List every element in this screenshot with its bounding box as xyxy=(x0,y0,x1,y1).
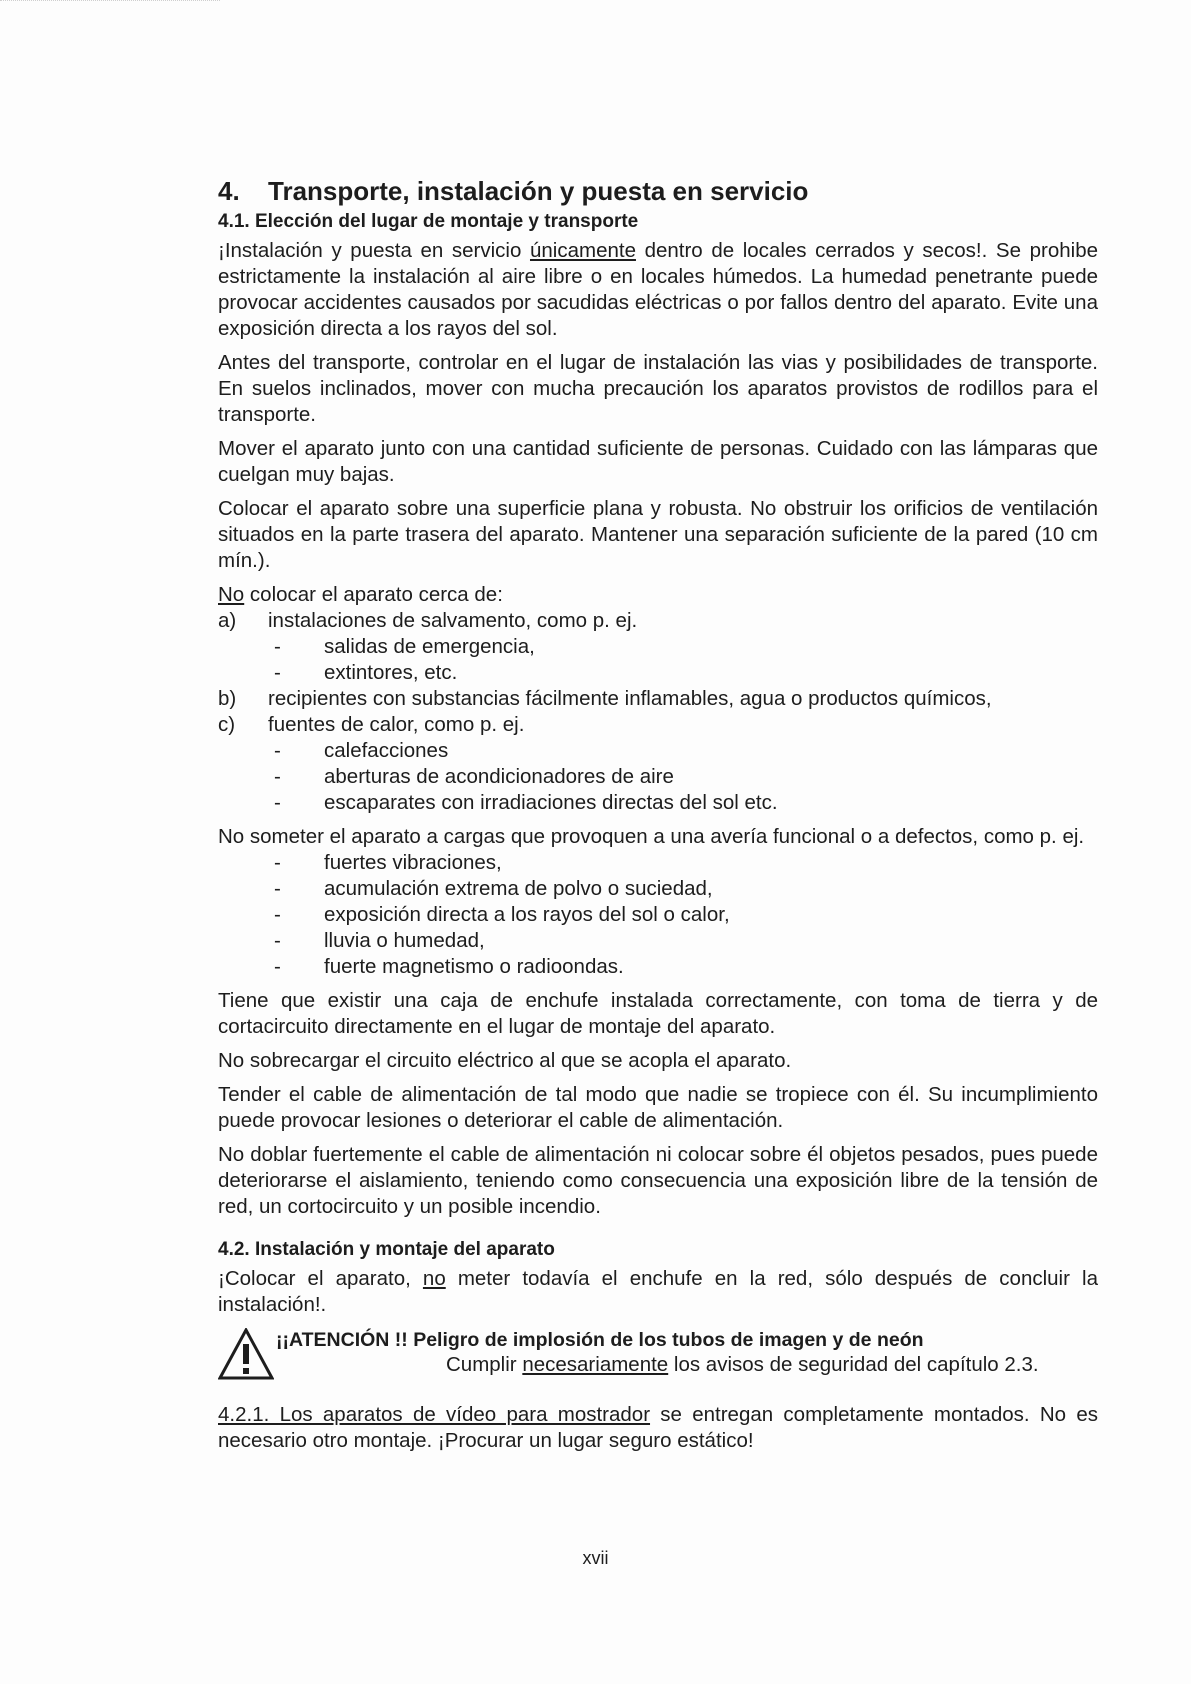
paragraph-10: No doblar fuertemente el cable de alimentación ni colocar sobre él objetos pesados, pues puede deteriorarse el aislamiento, teniendo como consecuencia una exposición libre de la tensión de red, un cortocircuito y un posible incendio. xyxy=(218,1143,1098,1218)
list-subitem: - calefacciones xyxy=(218,738,1098,764)
document-body xyxy=(218,176,1098,1462)
paragraph-12: 4.2.1. Los aparatos de vídeo para mostrador se entregan completamente montados. No es necesario otro montaje. ¡Procurar un lugar seguro estático! xyxy=(218,1403,1098,1452)
page-number: xvii xyxy=(582,1548,609,1568)
paragraph-8: No sobrecargar el circuito eléctrico al que se acopla el aparato. xyxy=(218,1049,792,1072)
placement-list xyxy=(218,582,1098,816)
list-subitem: - extintores, etc. xyxy=(218,660,1098,686)
list-subitem: - salidas de emergencia, xyxy=(218,634,1098,660)
list-item-c: c) fuentes de calor, como p. ej. xyxy=(218,713,525,736)
paragraph-5: No colocar el aparato cerca de: xyxy=(218,583,503,606)
scan-artifact xyxy=(0,0,220,11)
paragraph-9: Tender el cable de alimentación de tal modo que nadie se tropiece con él. Su incumplimiento puede provocar lesiones o deteriorar el cable de alimentación. xyxy=(218,1083,1098,1132)
load-list xyxy=(218,824,1098,980)
list-subitem: - lluvia o humedad, xyxy=(218,928,1098,954)
paragraph-4: Colocar el aparato sobre una superficie plana y robusta. No obstruir los orificios de ventilación situados en la parte trasera del aparato. Mantener una separación suficiente de la pared (10 cm mín.). xyxy=(218,497,1098,572)
warning-title: ¡¡ATENCIÓN !! Peligro de implosión de los tubos de imagen y de neón xyxy=(276,1329,924,1351)
paragraph-7: Tiene que existir una caja de enchufe instalada correctamente, con toma de tierra y de cortacircuito directamente en el lugar de montaje del aparato. xyxy=(218,989,1098,1038)
section-heading: 4. Transporte, instalación y puesta en servicio xyxy=(218,176,809,206)
subsection-heading-4-2: 4.2. Instalación y montaje del aparato xyxy=(218,1239,555,1260)
paragraph-6: No someter el aparato a cargas que provoquen a una avería funcional o a defectos, como p. ej. xyxy=(218,825,1085,848)
list-subitem: - fuerte magnetismo o radioondas. xyxy=(218,954,1098,980)
list-subitem: - exposición directa a los rayos del sol o calor, xyxy=(218,902,1098,928)
list-subitem: - acumulación extrema de polvo o suciedad, xyxy=(218,876,1098,902)
warning-block xyxy=(218,1328,1098,1388)
paragraph-1: ¡Instalación y puesta en servicio únicamente dentro de locales cerrados y secos!. Se prohibe estrictamente la instalación al aire libre o en locales húmedos. La humedad penetrante puede provocar accidentes causados por sacudidas eléctricas o por fallos dentro del aparato. Evite una exposición directa a los rayos del sol. xyxy=(218,239,1099,340)
list-item-b: b) recipientes con substancias fácilmente inflamables, agua o productos químicos, xyxy=(218,687,992,710)
list-subitem: - aberturas de acondicionadores de aire xyxy=(218,764,1098,790)
paragraph-2: Antes del transporte, controlar en el lugar de instalación las vias y posibilidades de transporte. En suelos inclinados, mover con mucha precaución los aparatos provistos de rodillos para el transporte. xyxy=(218,351,1098,426)
list-subitem: - escaparates con irradiaciones directas del sol etc. xyxy=(218,790,1098,816)
subsection-heading-4-1: 4.1. Elección del lugar de montaje y transporte xyxy=(218,211,639,232)
list-item-a: a) instalaciones de salvamento, como p. ej. xyxy=(218,609,638,632)
list-subitem: - fuertes vibraciones, xyxy=(218,850,1098,876)
warning-triangle-icon xyxy=(218,1328,274,1380)
warning-text: Cumplir necesariamente los avisos de seguridad del capítulo 2.3. xyxy=(446,1353,1039,1376)
paragraph-11: ¡Colocar el aparato, no meter todavía el enchufe en la red, sólo después de concluir la instalación!. xyxy=(218,1267,1098,1316)
paragraph-3: Mover el aparato junto con una cantidad suficiente de personas. Cuidado con las lámparas que cuelgan muy bajas. xyxy=(218,437,1098,486)
